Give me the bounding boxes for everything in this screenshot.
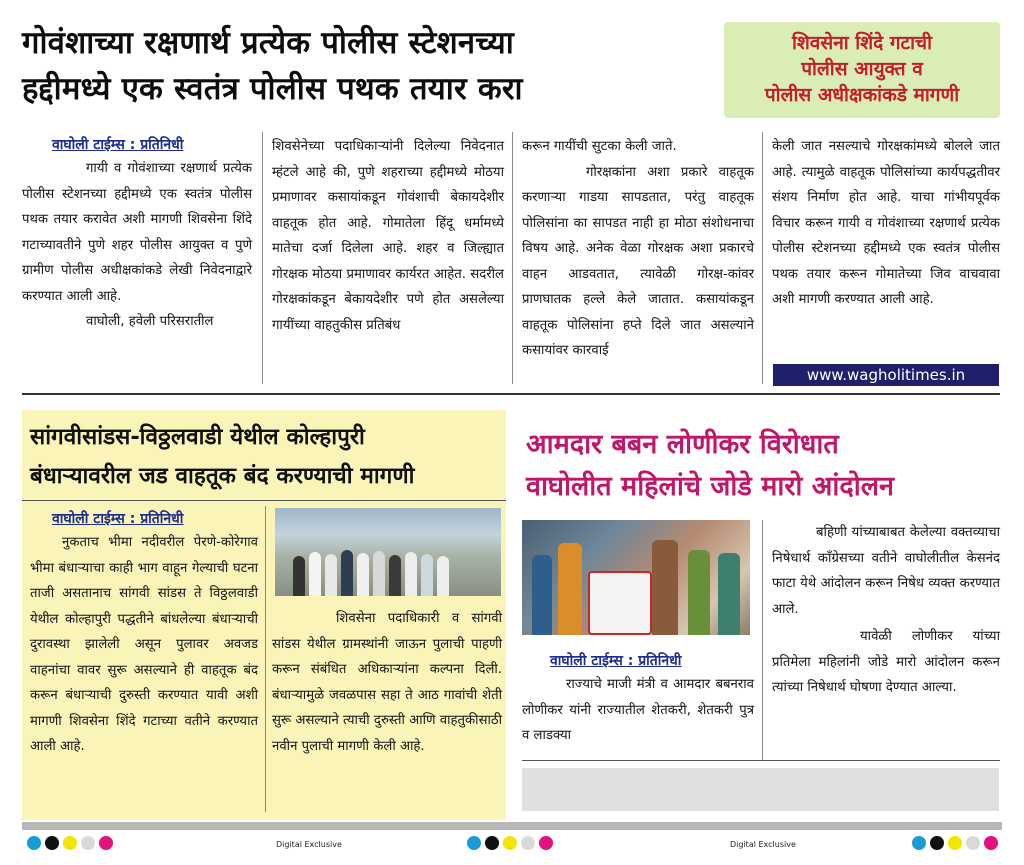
registration-dot-cyan <box>912 836 926 850</box>
registration-dot-grey <box>521 836 535 850</box>
right-headline-line2: वाघोलीत महिलांचे जोडे मारो आंदोलन <box>526 471 895 502</box>
blank-ad-box <box>522 768 999 811</box>
registration-dot-black <box>485 836 499 850</box>
registration-dot-yellow <box>63 836 77 850</box>
top-col1-text: गायी व गोवंशाच्या रक्षणार्थ प्रत्येक पोलीस स्टेशनच्या हद्दीमध्ये एक स्वतंत्र पोलीस पथक तयार करावेत अशी मागणी शिवसेना शिंदे गटाच्यावतीने पुणे शहर पोलीस आयुक्त व पुणे ग्रामीण पोलीस अधीक्षकांकडे लेखी निवेदनाद्वारे करण्यात आली आहे. <box>22 161 252 304</box>
left-byline: वाघोली टाईम्स : प्रतिनिधी <box>52 511 184 527</box>
right-col-1 <box>522 650 754 749</box>
top-col-2 <box>272 134 504 338</box>
column-divider <box>262 132 263 384</box>
registration-dot-black <box>930 836 944 850</box>
registration-dot-cyan <box>467 836 481 850</box>
left-headline-rule <box>22 500 506 501</box>
left-col-2 <box>272 606 502 759</box>
registration-dot-yellow <box>503 836 517 850</box>
footer-label-right: Digital Exclusive <box>730 840 796 849</box>
top-col1-text-b: वाघोली, हवेली परिसरातील <box>86 314 214 329</box>
top-headline <box>22 20 722 112</box>
top-side-box-line3: पोलीस अधीक्षकांकडे मागणी <box>764 84 960 106</box>
right-col2-text-a: बहिणी यांच्याबाबत केलेल्या वक्तव्याचा निषेधार्थ काँग्रेसच्या वतीने वाघोलीतील केसनंद फाटा येथे आंदोलन करून निषेध व्यक्त करण्यात आले. <box>772 525 1000 617</box>
top-col-4 <box>772 134 1000 313</box>
registration-dot-cyan <box>27 836 41 850</box>
top-byline: वाघोली टाईम्स : प्रतिनिधी <box>52 137 184 153</box>
right-byline: वाघोली टाईम्स : प्रतिनिधी <box>550 653 682 669</box>
left-headline-line1: सांगवीसांडस-विठ्ठलवाडी येथील कोल्हापुरी <box>30 424 365 450</box>
footer-label-left: Digital Exclusive <box>276 840 342 849</box>
top-side-box <box>724 22 1000 118</box>
column-divider <box>265 506 266 812</box>
right-col1-text: राज्याचे माजी मंत्री व आमदार बबनराव लोणीकर यांनी राज्यातील शेतकरी, शेतकरी पुत्र व लाडक्या <box>522 677 754 743</box>
column-divider <box>762 132 763 384</box>
top-col-1 <box>22 134 252 335</box>
top-col3-text-b: गोरक्षकांना अशा प्रकारे वाहतूक करणाऱ्या गाडया सापडतात, परंतु वाहतूक पोलिसांना का सापडत नाही हा मोठा संशोधनाचा विषय आहे. अनेक वेळा गोरक्षक अशा प्रकारचे वाहन आडवतात, त्यावेळी गोरक्ष-कांवर प्राणघातक हल्ले केले जातात. कसायांकडून वाहतूक पोलिसांना हप्ते दिले जात असल्याने कसायांवर कारवाई <box>522 164 754 358</box>
right-col-2 <box>772 520 1000 701</box>
column-divider <box>512 132 513 384</box>
top-col4-text: केली जात नसल्याचे गोरक्षकांमध्ये बोलले जात आहे. त्यामुळे वाहतूक पोलिसांच्या कार्यपद्धतीवर संशय निर्माण होत आहे. याचा गांभीयपूर्वक विचार करून गायी व गोवंशाच्या रक्षणार्थ प्रत्येक पोलीस स्टेशनच्या हद्दीमध्ये एक स्वतंत्र पोलीस पथक तयार करून गोमातेच्या जिव वाचवावा अशी मागणी करण्यात आली आहे. <box>772 139 1000 307</box>
top-col2-text: शिवसेनेच्या पदाधिकाऱ्यांनी दिलेल्या निवेदनात म्हंटले आहे की, पुणे शहराच्या हद्दीमध्ये मोठया प्रमाणावर कसायांकडून गोवंशाची बेकायदेशीर वाहतूक होत आहे. गोमातेला हिंदू धर्मामध्ये मातेचा दर्जा दिलेला आहे. शहर व जिल्ह्यात गोरक्षक मोठया प्रमाणावर कार्यरत आहेत. सदरील गोरक्षकांकडून बेकायदेशीर पणे होत असलेल्या गायींच्या वाहतुकीस प्रतिबंध <box>272 139 504 333</box>
left-headline <box>30 418 500 496</box>
right-headline-line1: आमदार बबन लोणीकर विरोधात <box>526 429 839 460</box>
registration-dot-grey <box>966 836 980 850</box>
registration-dot-magenta <box>984 836 998 850</box>
dam-inspection-photo <box>275 508 501 596</box>
right-headline <box>526 424 1002 508</box>
top-headline-line1: गोवंशाच्या रक्षणार्थ प्रत्येक पोलीस स्टेशनच्या <box>22 25 514 61</box>
top-side-box-line1: शिवसेना शिंदे गटाची <box>791 32 933 54</box>
registration-dot-yellow <box>948 836 962 850</box>
right-bottom-rule <box>522 760 1000 761</box>
registration-dot-magenta <box>539 836 553 850</box>
top-col-3 <box>522 134 754 364</box>
registration-dot-black <box>45 836 59 850</box>
protest-photo <box>522 520 750 635</box>
left-col1-text: नुकताच भीमा नदीवरील पेरणे-कोरेगाव भीमा बंधाऱ्याचा काही भाग वाहून गेल्याची घटना ताजी असतानाच सांगवी सांडस ते विठ्ठलवाडी येथील कोल्हापुरी पद्धतीने बांधलेल्या बंधाऱ्याची दुरावस्था झालेली असून पुलावर अवजड वाहनांचा वावर सुरू असल्याने ही वाहतूक बंद करून बंधाऱ्याची दुरुस्ती करण्यात यावी अशी मागणी शिवसेना शिंदे गटाच्या वतीने करण्यात आली आहे. <box>30 535 258 754</box>
top-headline-line2: हद्दीमध्ये एक स्वतंत्र पोलीस पथक तयार करा <box>22 71 523 107</box>
website-url[interactable]: www.wagholitimes.in <box>773 364 999 386</box>
section-divider <box>22 393 1000 395</box>
registration-dot-grey <box>81 836 95 850</box>
registration-dot-magenta <box>99 836 113 850</box>
left-col-1 <box>30 508 258 760</box>
left-headline-line2: बंधाऱ्यावरील जड वाहतूक बंद करण्याची मागणी <box>30 463 415 489</box>
column-divider <box>762 520 763 760</box>
right-col2-text-b: यावेळी लोणीकर यांच्या प्रतिमेला महिलांनी जोडे मारो आंदोलन करून त्यांच्या निषेधार्थ घोषणा देण्यात आल्या. <box>772 629 1000 695</box>
footer-bar <box>22 822 1002 830</box>
top-col3-text-a: करून गायींची सुटका केली जाते. <box>522 139 677 154</box>
top-side-box-line2: पोलीस आयुक्त व <box>801 58 923 80</box>
left-col2-text: शिवसेना पदाधिकारी व सांगवी सांडस येथील ग्रामस्थांनी जाऊन पुलाची पाहणी करून संबंधित अधिकाऱ्यांना कल्पना दिली. बंधाऱ्यामुळे जवळपास सहा ते आठ गावांची शेती सुरू असल्याने त्याची दुरुस्ती आणि वाहतुकीसाठी नवीन पुलाची मागणी केली आहे. <box>272 611 502 754</box>
